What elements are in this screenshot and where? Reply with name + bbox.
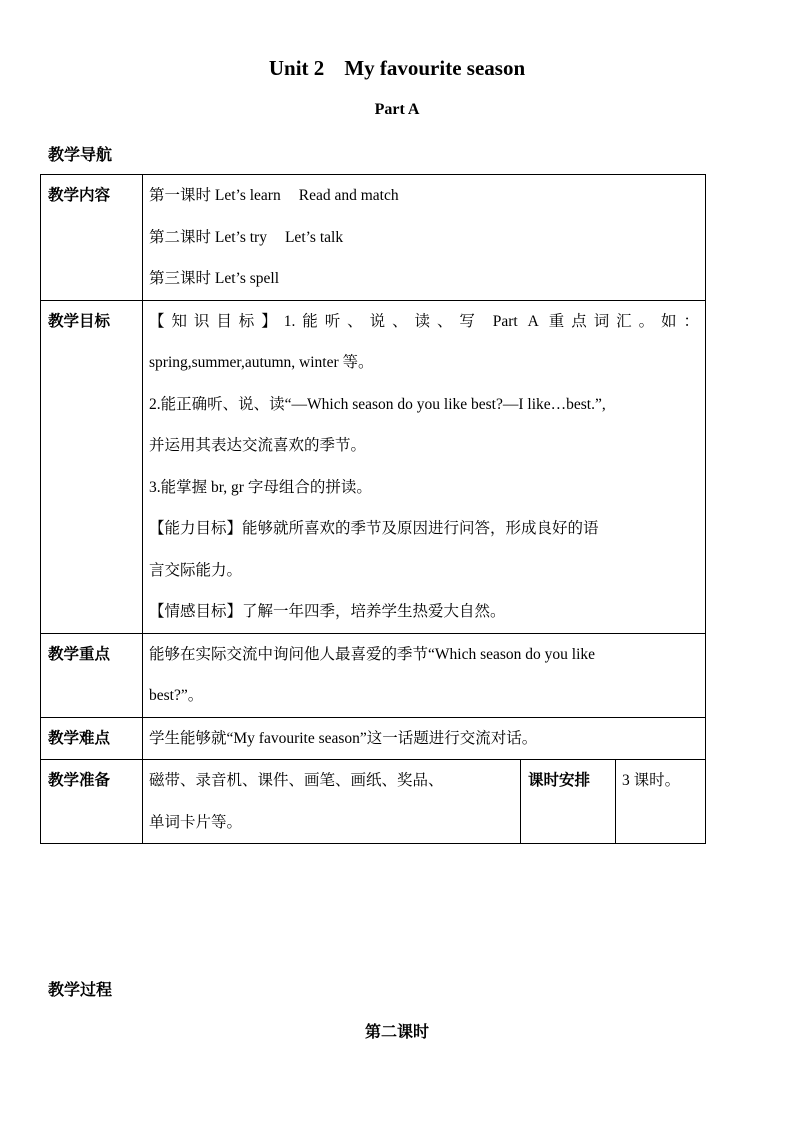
preparation-line-1: 磁带、录音机、课件、画笔、画纸、奖品、	[149, 772, 444, 789]
key-point-line-2: best?”。	[149, 687, 204, 704]
schedule-label: 课时安排	[521, 760, 616, 844]
teaching-navigation-heading: 教学导航	[48, 147, 113, 164]
goals-cell	[143, 300, 706, 633]
lesson-plan-table	[40, 174, 706, 844]
schedule-value: 3 课时。	[616, 760, 706, 844]
table-row	[41, 300, 706, 633]
table-row	[41, 633, 706, 717]
goal-line-4: 并运用其表达交流喜欢的季节。	[149, 437, 367, 454]
table-row	[41, 717, 706, 760]
goal-line-8: 【情感目标】了解一年四季，培养学生热爱大自然。	[149, 603, 506, 620]
row-label-key-points: 教学重点	[41, 633, 143, 717]
key-points-cell	[143, 633, 706, 717]
teaching-process-heading: 教学过程	[48, 982, 113, 999]
unit-name: My favourite season	[344, 56, 526, 80]
lesson-heading: 第二课时	[364, 1024, 429, 1041]
lesson-line-1: 第一课时 Let’s learn Read and match	[149, 187, 399, 204]
goal-line-2: spring,summer,autumn, winter 等。	[149, 354, 374, 371]
row-label-difficulties: 教学难点	[41, 717, 143, 760]
part-subtitle: Part A	[374, 101, 420, 118]
difficulties-cell	[143, 717, 706, 760]
content-cell	[143, 175, 706, 301]
lesson-line-3: 第三课时 Let’s spell	[149, 270, 280, 287]
row-label-goals: 教学目标	[41, 300, 143, 633]
key-point-line-1: 能够在实际交流中询问他人最喜爱的季节“Which season do you like	[149, 645, 596, 663]
document-title	[0, 56, 794, 81]
table-row	[41, 760, 706, 844]
goal-line-5: 3.能掌握 br, gr 字母组合的拼读。	[149, 478, 372, 496]
unit-number: Unit 2	[268, 56, 325, 80]
preparation-cell	[143, 760, 521, 844]
lesson-line-2: 第二课时 Let’s try Let’s talk	[149, 228, 344, 246]
row-label-content: 教学内容	[41, 175, 143, 301]
goal-line-6: 【能力目标】能够就所喜欢的季节及原因进行问答，形成良好的语	[149, 520, 599, 537]
table-row	[41, 175, 706, 301]
goal-line-7: 言交际能力。	[149, 561, 243, 579]
row-label-preparation: 教学准备	[41, 760, 143, 844]
goal-line-3: 2.能正确听、说、读“—Which season do you like best?—I like…best.”,	[149, 395, 606, 413]
goal-line-1: 【知识目标】1.能听、说、读、写 Part A 重点词汇。如：	[149, 312, 699, 330]
difficulty-text: 学生能够就“My favourite season”这一话题进行交流对话。	[149, 729, 538, 747]
preparation-line-2: 单词卡片等。	[149, 813, 243, 831]
